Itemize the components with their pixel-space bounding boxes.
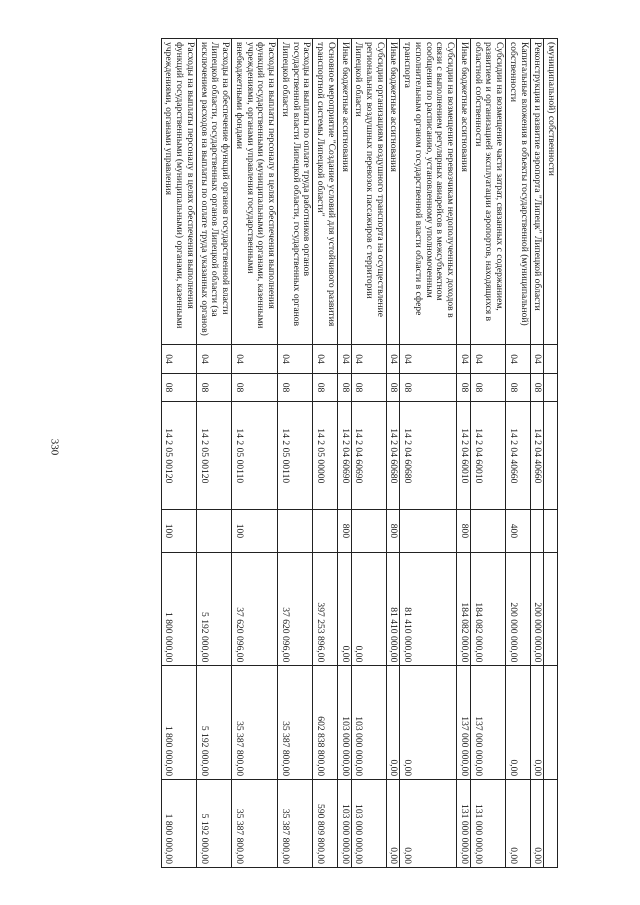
row-subsection-cell: 08 <box>530 373 544 401</box>
row-subsection-cell: 08 <box>351 373 386 401</box>
row-subsection-cell: 08 <box>313 373 337 401</box>
row-expense-type-cell <box>351 510 386 552</box>
row-amount-year1-cell: 184 082 000,00 <box>457 552 471 666</box>
table-row <box>386 39 400 868</box>
row-expense-type-cell: 100 <box>232 510 278 552</box>
row-section-cell: 04 <box>161 345 196 373</box>
page-number-text: 330 <box>48 438 61 456</box>
row-amount-year3-cell: 0,00 <box>386 780 400 868</box>
row-subsection-cell: 08 <box>337 373 351 401</box>
row-amount-year3-cell: 103 000 000,00 <box>351 780 386 868</box>
row-amount-year2-cell: 35 387 800,00 <box>278 666 313 780</box>
budget-table-wrapper <box>62 38 558 868</box>
table-row <box>232 39 278 868</box>
row-expense-type-cell <box>278 510 313 552</box>
row-amount-year1-cell: 200 000 000,00 <box>506 552 530 666</box>
row-subsection-cell: 08 <box>196 373 231 401</box>
row-section-cell: 04 <box>457 345 471 373</box>
row-name-cell: Расходы на выплаты персоналу в целях обеспечения выполнения функций государственными (муниципальными) органами, казенными учреждениями, органами управления <box>161 39 196 345</box>
row-target-article-cell: 14 2 05 00110 <box>278 402 313 510</box>
table-row <box>470 39 505 868</box>
row-amount-year2-cell: 35 387 800,00 <box>232 666 278 780</box>
row-section-cell: 04 <box>400 345 457 373</box>
row-section-cell: 04 <box>530 345 544 373</box>
row-amount-year3-cell: 590 809 800,00 <box>313 780 337 868</box>
row-target-article-cell: 14 2 04 60010 <box>457 402 471 510</box>
row-amount-year3-cell: 35 387 800,00 <box>232 780 278 868</box>
row-target-article-cell: 14 2 05 00110 <box>232 402 278 510</box>
row-subsection-cell: 08 <box>470 373 505 401</box>
row-section-cell <box>544 345 558 373</box>
row-name-cell: Иные бюджетные ассигнования <box>457 39 471 345</box>
row-target-article-cell: 14 2 05 00120 <box>161 402 196 510</box>
table-row <box>278 39 313 868</box>
table-row <box>544 39 558 868</box>
row-name-cell: Иные бюджетные ассигнования <box>386 39 400 345</box>
row-section-cell: 04 <box>337 345 351 373</box>
row-target-article-cell: 14 2 04 60690 <box>337 402 351 510</box>
row-section-cell: 04 <box>351 345 386 373</box>
row-amount-year1-cell: 0,00 <box>351 552 386 666</box>
row-amount-year3-cell <box>544 780 558 868</box>
row-name-cell: Основное мероприятие "Создание условий для устойчивого развития транспортной системы Липецкой области" <box>313 39 337 345</box>
row-amount-year2-cell: 137 000 000,00 <box>457 666 471 780</box>
row-amount-year1-cell <box>544 552 558 666</box>
row-subsection-cell: 08 <box>278 373 313 401</box>
row-target-article-cell: 14 2 04 60680 <box>400 402 457 510</box>
row-subsection-cell: 08 <box>161 373 196 401</box>
row-amount-year3-cell: 103 000 000,00 <box>337 780 351 868</box>
row-amount-year3-cell: 5 192 000,00 <box>196 780 231 868</box>
row-expense-type-cell: 800 <box>386 510 400 552</box>
row-expense-type-cell: 100 <box>161 510 196 552</box>
row-amount-year1-cell: 81 410 000,00 <box>386 552 400 666</box>
row-expense-type-cell: 800 <box>337 510 351 552</box>
row-name-cell: Капитальные вложения в объекты государственной (муниципальной) собственности <box>506 39 530 345</box>
row-expense-type-cell: 400 <box>506 510 530 552</box>
row-name-cell: (муниципальной) собственности <box>544 39 558 345</box>
row-expense-type-cell <box>530 510 544 552</box>
row-expense-type-cell <box>313 510 337 552</box>
row-amount-year3-cell: 0,00 <box>530 780 544 868</box>
table-row <box>530 39 544 868</box>
table-row <box>161 39 196 868</box>
row-amount-year1-cell: 37 620 096,00 <box>232 552 278 666</box>
row-amount-year2-cell: 103 000 000,00 <box>351 666 386 780</box>
row-amount-year2-cell: 0,00 <box>506 666 530 780</box>
table-row <box>337 39 351 868</box>
row-amount-year2-cell: 0,00 <box>400 666 457 780</box>
row-amount-year2-cell: 103 000 000,00 <box>337 666 351 780</box>
row-subsection-cell: 08 <box>232 373 278 401</box>
row-amount-year2-cell <box>544 666 558 780</box>
row-subsection-cell: 08 <box>400 373 457 401</box>
row-name-cell: Реконструкция и развитие аэропорта "Липецк" Липецкой области <box>530 39 544 345</box>
row-expense-type-cell <box>544 510 558 552</box>
row-amount-year1-cell: 0,00 <box>337 552 351 666</box>
table-row <box>457 39 471 868</box>
row-section-cell: 04 <box>506 345 530 373</box>
row-target-article-cell: 14 2 04 40660 <box>530 402 544 510</box>
row-amount-year3-cell: 0,00 <box>506 780 530 868</box>
row-amount-year1-cell: 5 192 000,00 <box>196 552 231 666</box>
row-amount-year2-cell: 5 192 000,00 <box>196 666 231 780</box>
row-amount-year3-cell: 1 800 000,00 <box>161 780 196 868</box>
row-expense-type-cell <box>470 510 505 552</box>
row-section-cell: 04 <box>313 345 337 373</box>
table-row <box>313 39 337 868</box>
row-section-cell: 04 <box>470 345 505 373</box>
row-section-cell: 04 <box>196 345 231 373</box>
row-amount-year1-cell: 397 253 896,00 <box>313 552 337 666</box>
row-name-cell: Расходы на выплаты по оплате труда работников органов государственной власти Липецкой области, государственных органов Липецкой области <box>278 39 313 345</box>
row-section-cell: 04 <box>278 345 313 373</box>
row-amount-year2-cell: 0,00 <box>386 666 400 780</box>
row-target-article-cell: 14 2 04 60010 <box>470 402 505 510</box>
row-subsection-cell <box>544 373 558 401</box>
table-row <box>400 39 457 868</box>
row-target-article-cell: 14 2 04 40660 <box>506 402 530 510</box>
row-amount-year3-cell: 131 000 000,00 <box>457 780 471 868</box>
row-name-cell: Расходы на выплаты персоналу в целях обеспечения выполнения функций государственными (муниципальными) органами, казенными учреждениями, органами управления государственными внебюджетными фондами <box>232 39 278 345</box>
table-row <box>196 39 231 868</box>
row-target-article-cell: 14 2 04 60680 <box>386 402 400 510</box>
row-amount-year2-cell: 0,00 <box>530 666 544 780</box>
row-subsection-cell: 08 <box>457 373 471 401</box>
row-target-article-cell <box>544 402 558 510</box>
table-row <box>351 39 386 868</box>
table-row <box>506 39 530 868</box>
row-name-cell: Субсидии на возмещение части затрат, связанных с содержанием, развитием и организацией эксплуатации аэропортов, находящихся в областной собственности <box>470 39 505 345</box>
row-subsection-cell: 08 <box>506 373 530 401</box>
row-amount-year3-cell: 0,00 <box>400 780 457 868</box>
row-amount-year1-cell: 37 620 096,00 <box>278 552 313 666</box>
row-expense-type-cell: 800 <box>457 510 471 552</box>
row-amount-year2-cell: 1 800 000,00 <box>161 666 196 780</box>
row-amount-year1-cell: 1 800 000,00 <box>161 552 196 666</box>
row-name-cell: Субсидии на возмещение перевозчикам недополученных доходов в связи с выполнением регулярных авиарейсов в межсубъектном сообщении по расписанию, установленному уполномоченным исполнительным органом государственной власти области в сфере транспорта <box>400 39 457 345</box>
row-subsection-cell: 08 <box>386 373 400 401</box>
row-amount-year2-cell: 602 838 800,00 <box>313 666 337 780</box>
row-amount-year2-cell: 137 000 000,00 <box>470 666 505 780</box>
budget-table <box>161 38 558 868</box>
row-expense-type-cell <box>196 510 231 552</box>
row-expense-type-cell <box>400 510 457 552</box>
row-target-article-cell: 14 2 04 60690 <box>351 402 386 510</box>
row-target-article-cell: 14 2 05 00120 <box>196 402 231 510</box>
row-section-cell: 04 <box>386 345 400 373</box>
row-name-cell: Расходы на обеспечение функций органов государственной власти Липецкой области, государственных органов Липецкой области (за исключением расходов на выплаты по оплате труда указанных органов) <box>196 39 231 345</box>
row-name-cell: Иные бюджетные ассигнования <box>337 39 351 345</box>
row-amount-year1-cell: 184 082 000,00 <box>470 552 505 666</box>
row-amount-year1-cell: 200 000 000,00 <box>530 552 544 666</box>
row-amount-year3-cell: 35 387 800,00 <box>278 780 313 868</box>
row-amount-year1-cell: 81 410 000,00 <box>400 552 457 666</box>
row-target-article-cell: 14 2 05 00000 <box>313 402 337 510</box>
row-amount-year3-cell: 131 000 000,00 <box>470 780 505 868</box>
row-name-cell: Субсидии организациям воздушного транспорта на осуществление региональных воздушных перевозок пассажиров с территории Липецкой области <box>351 39 386 345</box>
row-section-cell: 04 <box>232 345 278 373</box>
